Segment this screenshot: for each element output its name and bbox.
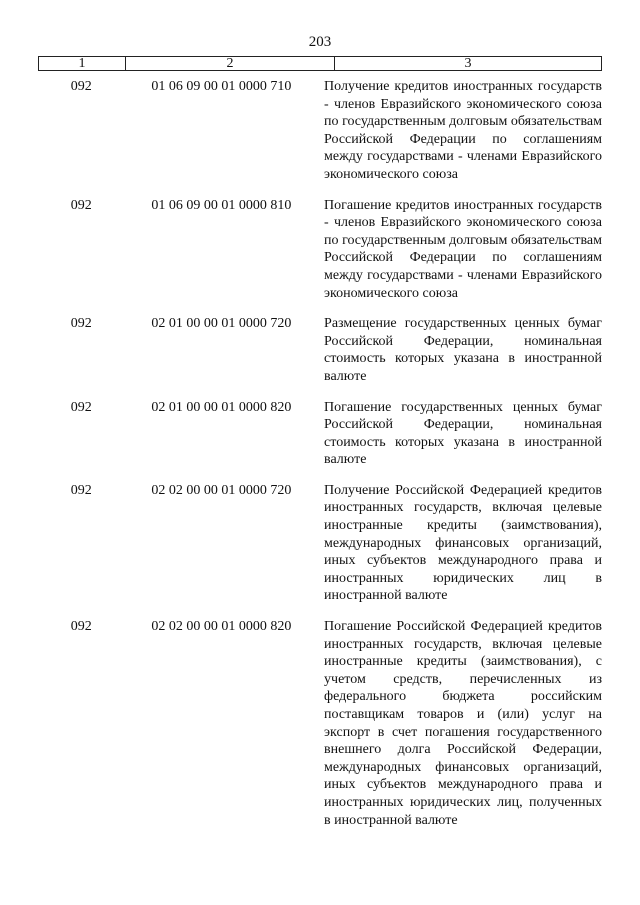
admin-code-cell: 092 (70, 482, 92, 498)
column-header-2: 2 (126, 57, 335, 70)
description-cell: Получение Российской Федерацией кредитов иностранных государств, включая целевые иностранные кредиты (заимствования), международных финансовых организаций, иных субъектов международного права и иностранных юридических лиц в иностранной валюте (324, 482, 602, 604)
admin-code-cell: 092 (70, 399, 92, 415)
classification-code-cell: 02 02 00 00 01 0000 720 (151, 482, 292, 498)
table-row (38, 197, 602, 303)
description-cell: Получение кредитов иностранных государств - членов Евразийского экономического союза по государственным долговым обязательствам Российской Федерации по соглашениям между государствами - членами Евразийского экономического союза (324, 79, 602, 182)
admin-code-cell: 092 (70, 619, 92, 635)
table-row (38, 399, 602, 469)
column-header-3: 3 (464, 56, 472, 71)
classification-code-cell: 02 02 00 00 01 0000 820 (151, 619, 292, 635)
admin-code-cell: 092 (70, 79, 92, 94)
table-row (38, 618, 602, 829)
description-cell: Размещение государственных ценных бумаг Российской Федерации, номинальная стоимость которых указана в иностранной валюте (324, 316, 602, 384)
column-header-row (38, 56, 602, 71)
description-cell: Погашение Российской Федерацией кредитов иностранных государств, включая целевые иностранные кредиты (заимствования), с учетом средств, перечисленных из федерального бюджета российским поставщикам товаров и (или) услуг на экспорт в счет погашения государственного внешнего долга Российской Федерации, международных финансовых организаций, иных субъектов международного права и иностранных юридических лиц, полученных в иностранной валюте (324, 619, 602, 828)
description-cell: Погашение кредитов иностранных государств - членов Евразийского экономического союза по государственным долговым обязательствам Российской Федерации по соглашениям между государствами - членами Евразийского экономического союза (324, 197, 602, 301)
admin-code-cell: 092 (70, 197, 92, 213)
column-header-1: 1 (39, 57, 126, 70)
table-row (38, 482, 602, 605)
admin-code-cell: 092 (70, 316, 92, 332)
page-number: 203 (308, 34, 332, 50)
description-cell: Погашение государственных ценных бумаг Российской Федерации, номинальная стоимость которых указана в иностранной валюте (324, 399, 602, 468)
classification-code-cell: 01 06 09 00 01 0000 710 (151, 79, 292, 94)
table-body (38, 78, 602, 842)
table-row (38, 315, 602, 385)
classification-code-cell: 02 01 00 00 01 0000 720 (151, 316, 292, 332)
classification-code-cell: 01 06 09 00 01 0000 810 (151, 197, 292, 213)
table-row (38, 78, 602, 184)
classification-code-cell: 02 01 00 00 01 0000 820 (151, 399, 292, 415)
